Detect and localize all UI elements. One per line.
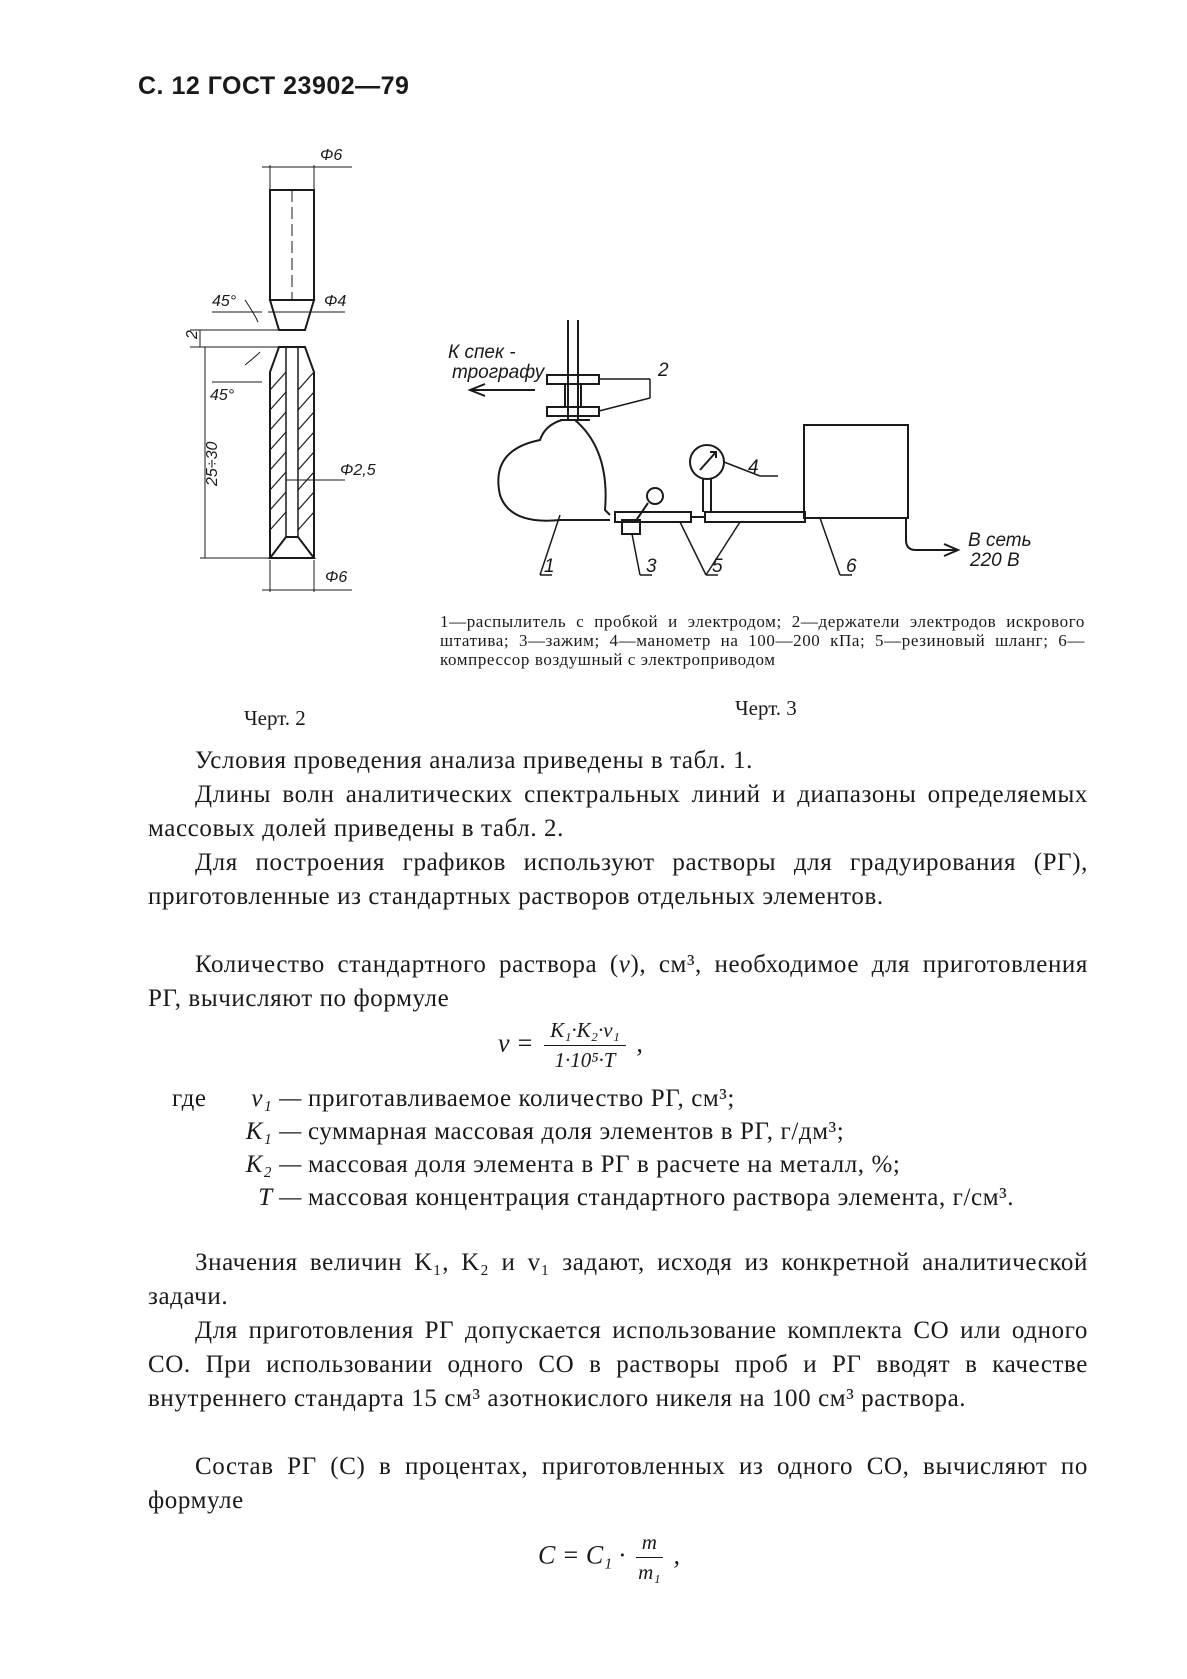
upper-electrode-body — [270, 190, 314, 300]
part-label-4: 4 — [748, 457, 759, 478]
def-symbol-k2: K₂ — — [245, 1151, 302, 1178]
def-symbol-v1: v₁ — — [251, 1085, 302, 1112]
part-label-2: 2 — [658, 360, 669, 381]
electrode-holder-upper — [547, 375, 599, 384]
compressor-box — [804, 425, 908, 518]
paragraph-1: Условия проведения анализа приведены в табл. 1. — [195, 747, 754, 774]
formula-c-numerator: m — [636, 1530, 663, 1558]
lower-electrode-body — [270, 347, 314, 558]
paragraph-3: Для построения графиков используют растворы для градуирования (РГ), приготовленные из стандартных растворов отдельных элементов. — [148, 849, 1088, 910]
formula-c — [538, 1530, 680, 1585]
label-to-spectrograph-2: трографу — [452, 362, 545, 383]
formula-v-lhs: v = — [498, 1028, 534, 1058]
figure-3-legend: 1—распылитель с пробкой и электродом; 2—держатели электродов искрового штатива; 3—зажим; 4—манометр на 100—200 кПа; 5—резиновый шланг; 6—компрессор воздушный с электроприводом — [440, 612, 1085, 669]
dim-gap: 2 — [184, 330, 201, 339]
hose-segment-b — [705, 512, 805, 522]
def-symbol-t: T — — [258, 1184, 302, 1211]
part-label-6: 6 — [846, 556, 857, 577]
dim-angle-top: 45° — [212, 293, 237, 310]
dim-phi6-bottom: Φ6 — [325, 569, 348, 586]
atomizer-neck — [575, 420, 610, 515]
formula-v — [498, 1018, 643, 1073]
def-symbol-k1: K₁ — — [245, 1118, 302, 1145]
part-label-5: 5 — [712, 556, 723, 577]
part-label-1: 1 — [544, 556, 555, 577]
electrode-holder-lower — [547, 407, 599, 416]
label-to-network-2: 220 В — [970, 550, 1020, 571]
paragraph-2: Длины волн аналитических спектральных линий и диапазоны определяемых массовых долей приведены в табл. 2. — [148, 781, 1088, 842]
dim-angle-bottom: 45° — [210, 387, 235, 404]
formula-v-numerator: K₁·K₂·v₁ — [544, 1018, 626, 1046]
manometer-gauge — [690, 445, 724, 479]
label-to-spectrograph-1: К спек - — [448, 342, 516, 363]
dim-phi6-top: Φ6 — [320, 147, 343, 164]
part-label-3: 3 — [646, 556, 657, 577]
figure-2-caption: Черт. 2 — [244, 706, 306, 730]
formula-c-tail: , — [673, 1540, 680, 1570]
def-text-v1: приготавливаемое количество РГ, см³; — [308, 1085, 735, 1112]
formula-c-fraction — [636, 1530, 663, 1585]
figure-3-caption: Черт. 3 — [735, 696, 797, 720]
paragraph-7: Для приготовления РГ допускается использование комплекта СО или одного СО. При использовании одного СО в растворы проб и РГ вводят в качестве внутреннего стандарта 15 см³ азотнокислого никеля на 100 см³ раствора. — [148, 1317, 1088, 1412]
clamp-ring — [647, 488, 663, 504]
atomizer-bulb — [498, 420, 610, 521]
power-cable — [906, 518, 958, 550]
paragraph-6: Значения величин K₁, K₂ и v₁ задают, исходя из конкретной аналитической задачи. — [148, 1249, 1088, 1310]
paragraph-4: Количество стандартного раствора (v), см³, необходимое для приготовления РГ, вычисляют по формуле — [148, 951, 1088, 1012]
where-word: где — [172, 1085, 207, 1112]
paragraph-8: Состав РГ (С) в процентах, приготовленных из одного СО, вычисляют по формуле — [148, 1453, 1088, 1514]
def-text-k1: суммарная массовая доля элементов в РГ, г/дм³; — [308, 1118, 845, 1145]
hose-segment-a — [615, 512, 691, 522]
formula-c-lhs: C = C₁ · — [538, 1540, 626, 1570]
upper-electrode-tip — [270, 300, 314, 330]
lower-electrode-cone — [270, 537, 314, 558]
dim-phi2-5: Φ2,5 — [340, 462, 376, 479]
formula-v-denominator: 1·10⁵·T — [554, 1048, 616, 1072]
formula-c-denominator: m₁ — [638, 1560, 661, 1584]
label-to-network-1: В сеть — [968, 530, 1032, 551]
def-text-k2: массовая доля элемента в РГ в расчете на металл, %; — [308, 1151, 901, 1178]
dim-phi4: Φ4 — [324, 293, 347, 310]
dim-length: 25÷30 — [204, 441, 221, 486]
page-header: С. 12 ГОСТ 23902—79 — [138, 72, 410, 100]
def-text-t: массовая концентрация стандартного раствора элемента, г/см³. — [308, 1184, 1015, 1211]
formula-v-fraction — [544, 1018, 626, 1073]
clamp — [622, 520, 640, 534]
formula-v-tail: , — [636, 1028, 643, 1058]
